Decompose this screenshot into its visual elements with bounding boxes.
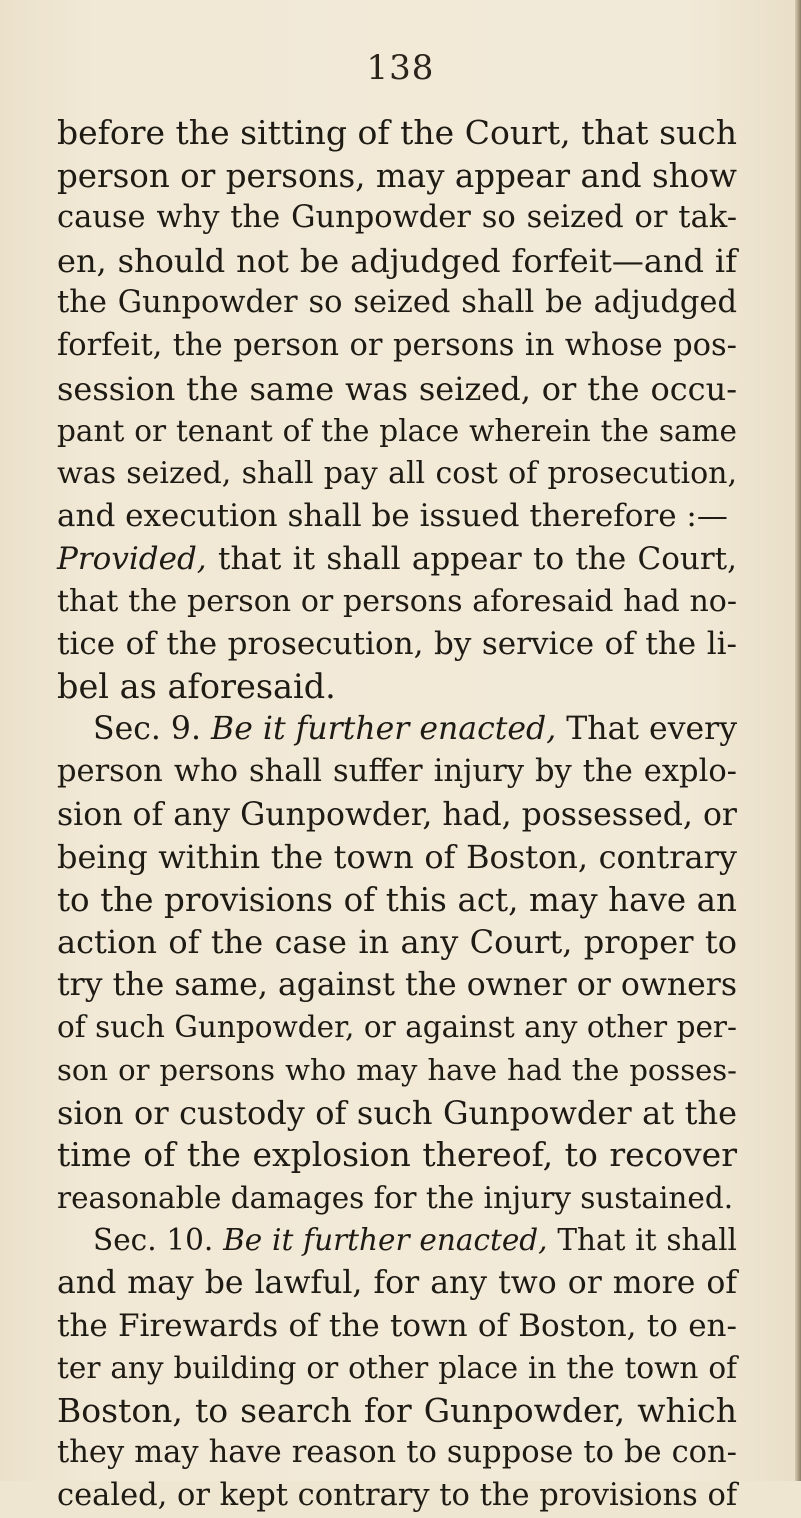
text-line: ter any building or other place in the town of <box>57 1351 737 1386</box>
text-line: and execution shall be issued therefore :— <box>57 498 728 535</box>
text-line: being within the town of Boston, contrary <box>57 838 737 877</box>
text-line: forfeit, the person or persons in whose pos- <box>57 327 737 363</box>
section-10-heading-line <box>57 1219 737 1262</box>
body-text <box>57 112 737 1518</box>
text-line: of such Gunpowder, or against any other per- <box>57 1010 737 1045</box>
text-line: person who shall suffer injury by the explo- <box>57 753 737 789</box>
line-remainder: That it shall <box>547 1223 737 1258</box>
text-line: that the person or persons aforesaid had no- <box>57 583 737 619</box>
italic-phrase: Provided, <box>57 540 207 577</box>
text-line: they may have reason to suppose to be con- <box>57 1435 737 1471</box>
text-line: the Firewards of the town of Boston, to en- <box>57 1307 737 1344</box>
text-line: action of the case in any Court, proper to <box>57 923 737 962</box>
text-line: sion of any Gunpowder, had, possessed, or <box>57 796 737 833</box>
line-remainder: that it shall appear to the Court, <box>206 540 737 577</box>
text-line-proviso <box>57 538 737 581</box>
text-line: cealed, or kept contrary to the provisions of <box>57 1478 738 1513</box>
text-line: the Gunpowder so seized shall be adjudged <box>57 285 737 321</box>
text-line: cause why the Gunpowder so seized or tak- <box>57 200 737 236</box>
text-line: person or persons, may appear and show <box>57 156 737 195</box>
section-label: Sec. 9. <box>93 711 212 748</box>
text-line: Boston, to search for Gunpowder, which <box>57 1390 737 1430</box>
text-line: son or persons who may have had the posses- <box>57 1053 737 1088</box>
section-9-heading-line <box>57 708 737 751</box>
page-edge <box>795 0 801 1481</box>
text-line: time of the explosion thereof, to recover <box>57 1135 737 1175</box>
text-line: was seized, shall pay all cost of prosecution, <box>57 455 737 491</box>
italic-phrase: Be it further enacted, <box>211 711 557 748</box>
page-number: 138 <box>366 48 435 88</box>
text-line: bel as aforesaid. <box>57 666 336 706</box>
text-line: and may be lawful, for any two or more of <box>57 1265 737 1302</box>
text-line: session the same was seized, or the occu- <box>57 369 737 408</box>
italic-phrase: Be it further enacted, <box>223 1223 548 1258</box>
text-line: reasonable damages for the injury sustained. <box>57 1180 734 1215</box>
text-line: to the provisions of this act, may have an <box>57 880 737 919</box>
text-line: before the sitting of the Court, that such <box>57 113 737 152</box>
text-line: sion or custody of such Gunpowder at the <box>57 1093 737 1132</box>
text-line: pant or tenant of the place wherein the same <box>57 414 737 449</box>
section-label: Sec. 10. <box>93 1223 224 1258</box>
text-line: en, should not be adjudged forfeit—and if <box>57 241 737 280</box>
line-remainder: That every <box>556 711 737 748</box>
text-line: try the same, against the owner or owners <box>57 966 737 1003</box>
text-line: tice of the prosecution, by service of the li- <box>57 626 737 663</box>
